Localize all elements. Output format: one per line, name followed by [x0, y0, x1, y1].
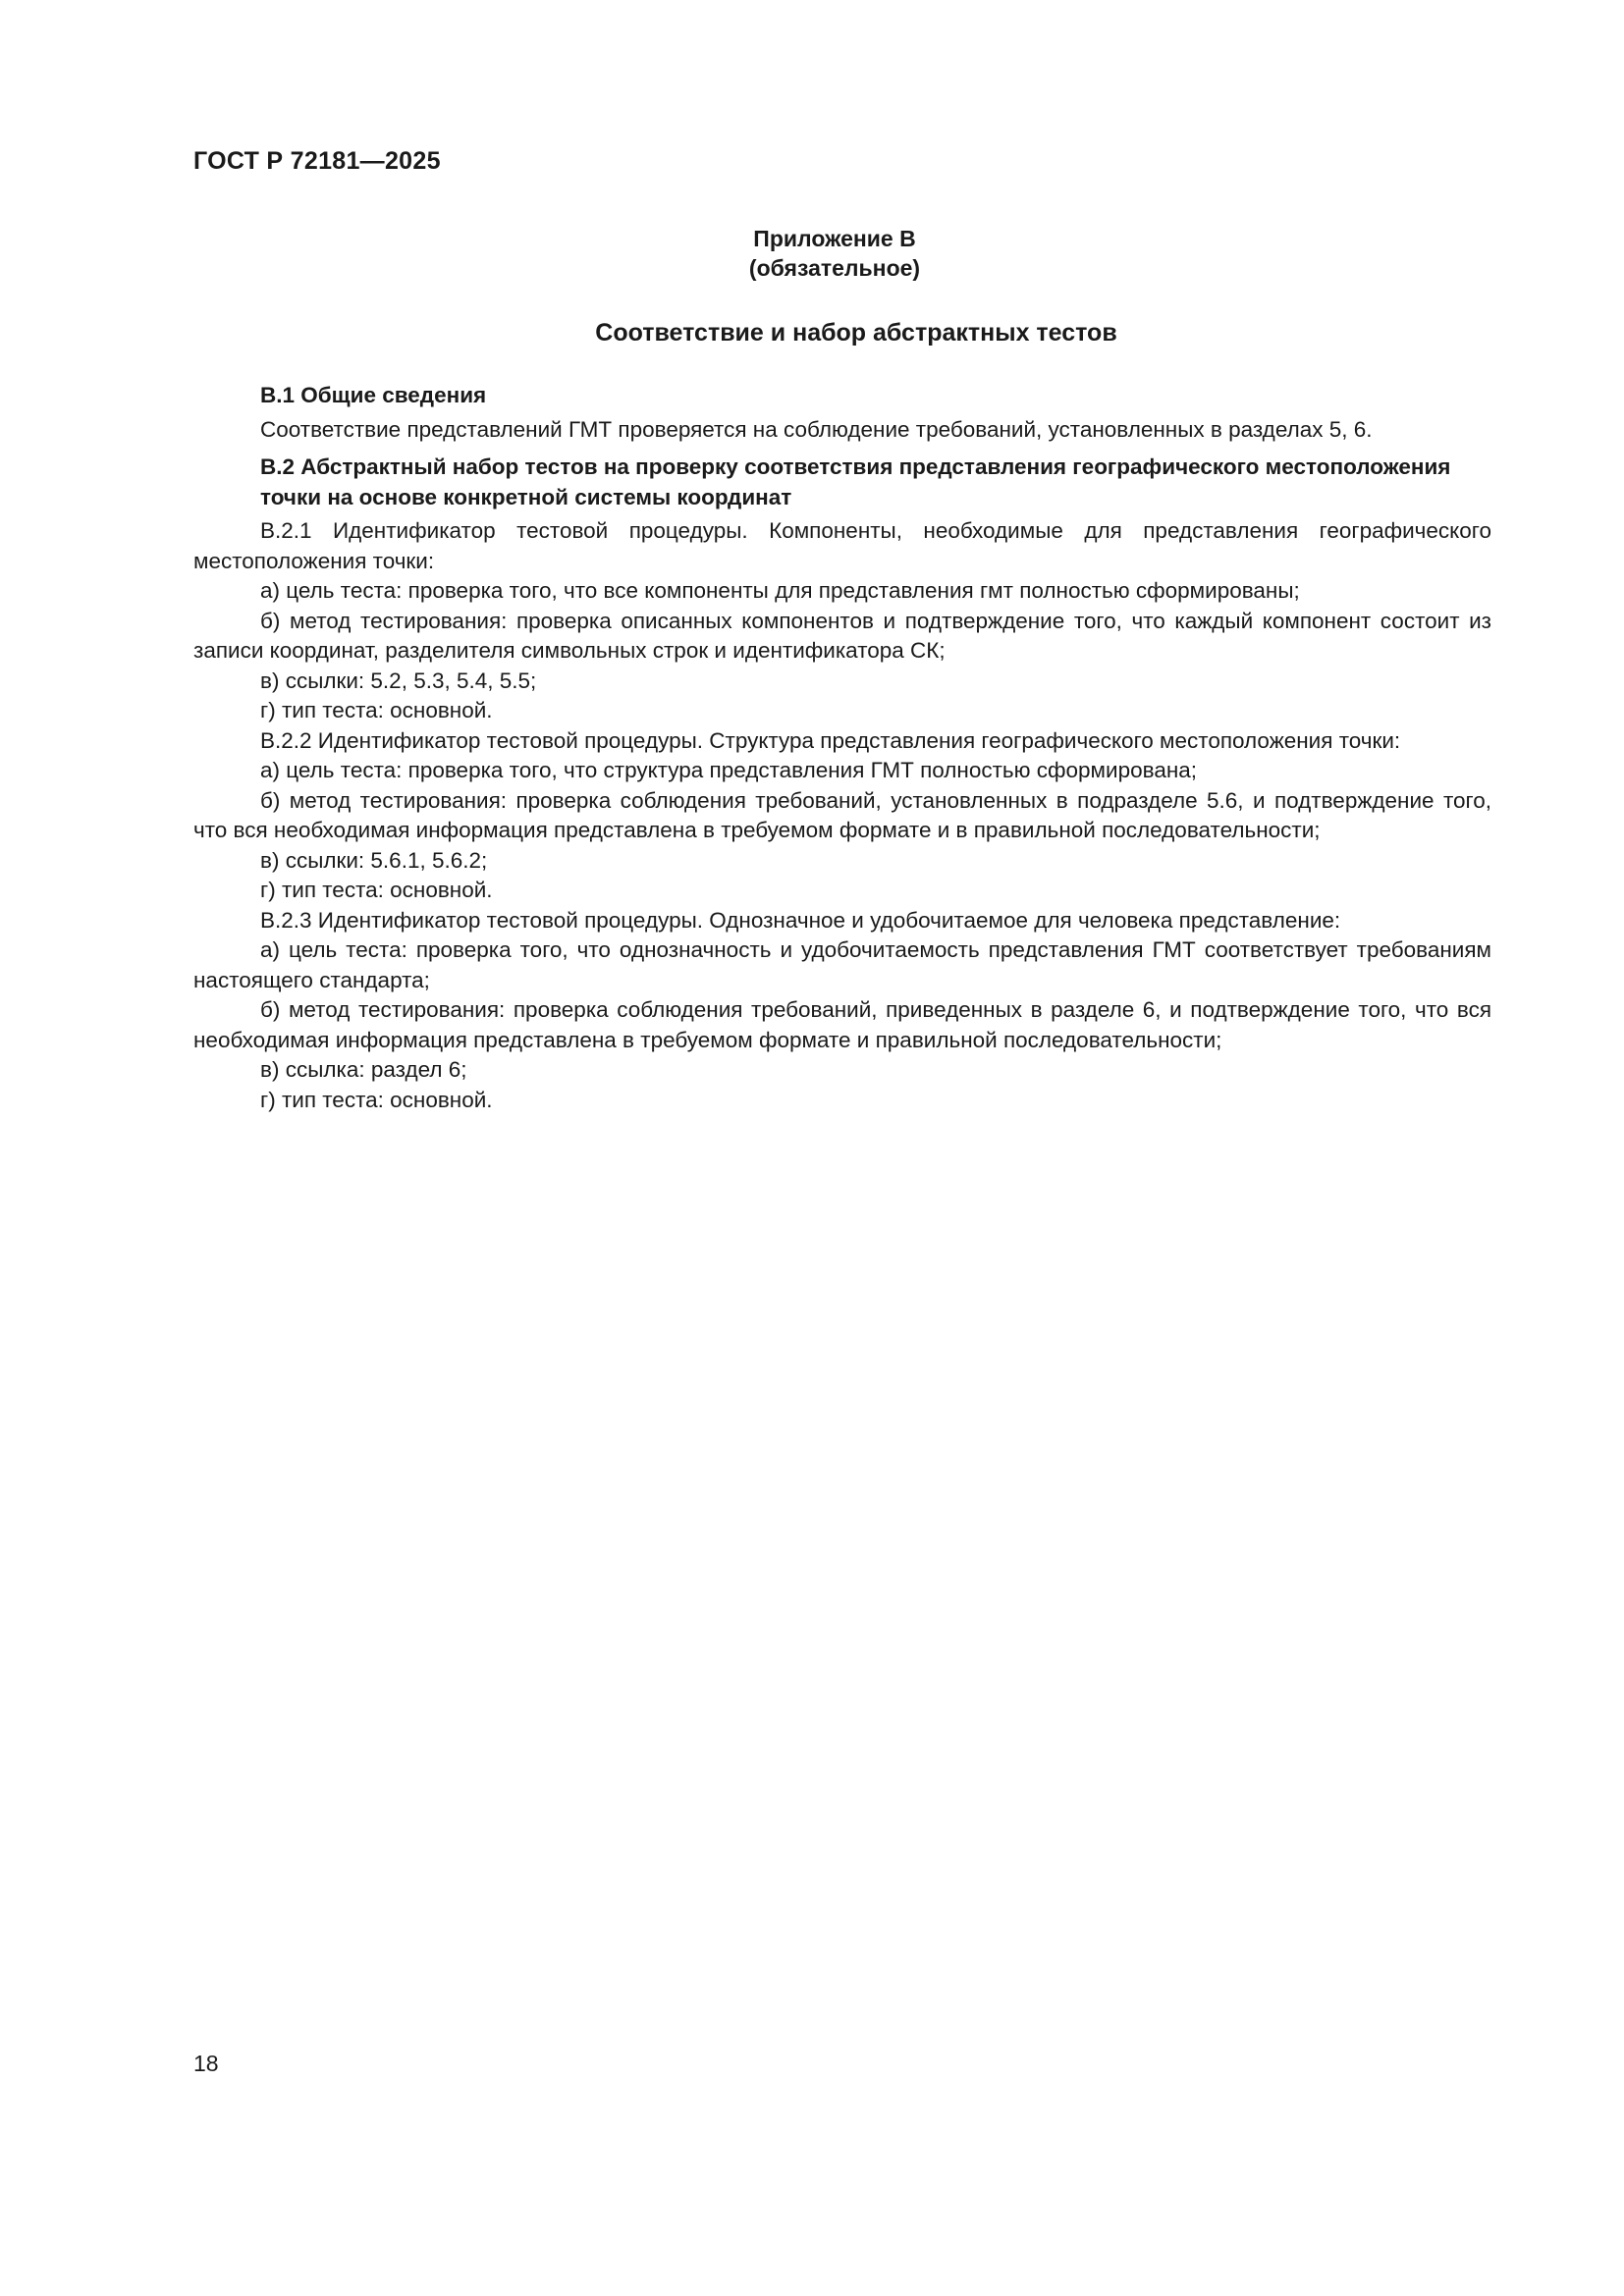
- list-item: б) метод тестирования: проверка соблюдения требований, установленных в подразделе 5.6, и подтверждение того, что вся необходимая информация представлена в требуемом формате и в правильной последовательности;: [193, 787, 1491, 842]
- paragraph: В.2.2 Идентификатор тестовой процедуры. Структура представления географического местоположения точки:: [260, 727, 1401, 753]
- document-header: ГОСТ Р 72181—2025: [193, 147, 441, 175]
- list-item: а) цель теста: проверка того, что все компоненты для представления гмт полностью сформированы;: [260, 578, 1300, 603]
- paragraph: В.2.3 Идентификатор тестовой процедуры. Однозначное и удобочитаемое для человека представление:: [260, 907, 1341, 933]
- list-item: а) цель теста: проверка того, что однозначность и удобочитаемость представления ГМТ соответствует требованиям настоящего стандарта;: [193, 937, 1491, 992]
- list-item: б) метод тестирования: проверка описанных компонентов и подтверждение того, что каждый компонент состоит из записи координат, разделителя символьных строк и идентификатора СК;: [193, 608, 1491, 663]
- list-item: г) тип теста: основной.: [260, 878, 493, 902]
- list-item: б) метод тестирования: проверка соблюдения требований, приведенных в разделе 6, и подтверждение того, что вся необходимая информация представлена в требуемом формате и правильной последовательности;: [193, 997, 1491, 1052]
- section-title: Соответствие и набор абстрактных тестов: [595, 319, 1117, 347]
- list-item: в) ссылки: 5.2, 5.3, 5.4, 5.5;: [260, 667, 537, 693]
- appendix-type: (обязательное): [748, 255, 921, 281]
- appendix-heading: [0, 224, 1624, 283]
- document-body: [193, 381, 1491, 1115]
- list-item: в) ссылка: раздел 6;: [260, 1057, 467, 1082]
- paragraph: В.2.1 Идентификатор тестовой процедуры. Компоненты, необходимые для представления географического местоположения точки:: [193, 518, 1491, 573]
- page-number: 18: [193, 2051, 219, 2076]
- list-item: г) тип теста: основной.: [260, 698, 493, 722]
- subsection-b1-heading: В.1 Общие сведения: [260, 383, 487, 407]
- appendix-title: Приложение В: [753, 226, 916, 251]
- list-item: в) ссылки: 5.6.1, 5.6.2;: [260, 847, 488, 873]
- list-item: а) цель теста: проверка того, что структура представления ГМТ полностью сформирована;: [260, 758, 1198, 782]
- subsection-b2-heading: В.2 Абстрактный набор тестов на проверку соответствия представления географического местоположения точки на основе конкретной системы координат: [260, 454, 1451, 509]
- paragraph: Соответствие представлений ГМТ проверяется на соблюдение требований, установленных в разделах 5, 6.: [260, 416, 1373, 442]
- list-item: г) тип теста: основной.: [260, 1087, 493, 1112]
